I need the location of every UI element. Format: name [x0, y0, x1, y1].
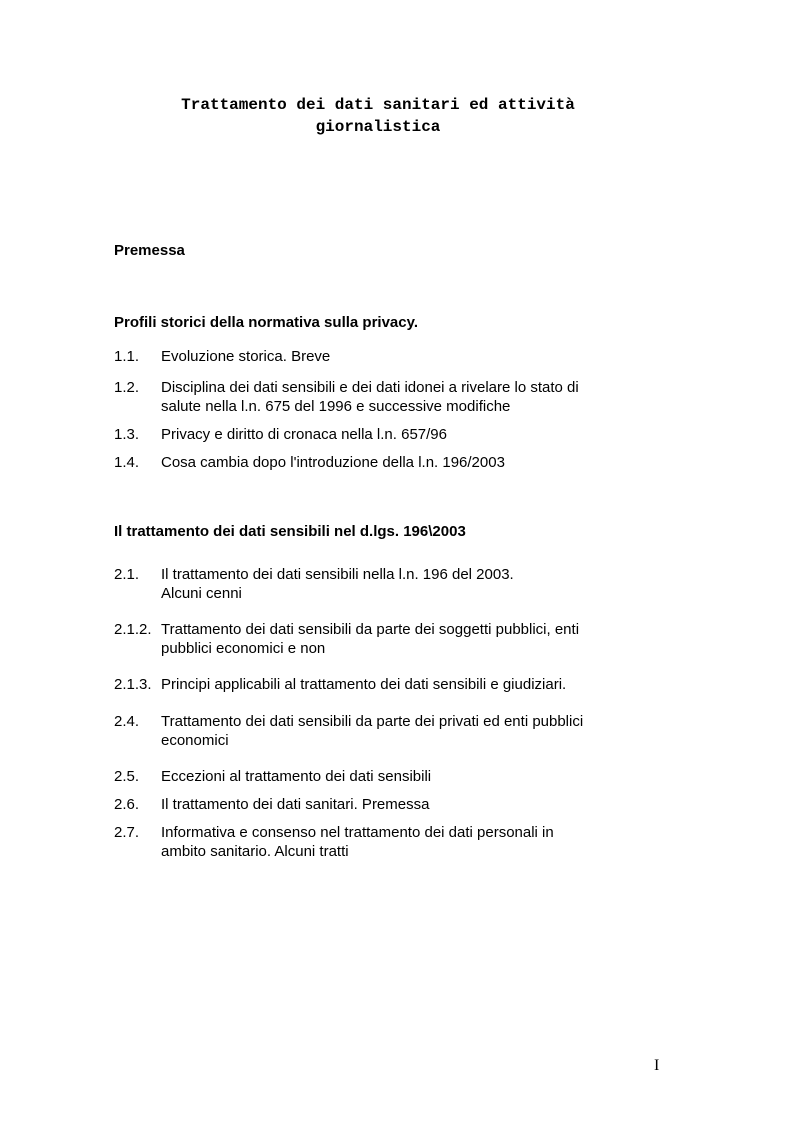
- toc-entry-text: Evoluzione storica. Breve: [161, 348, 331, 365]
- toc-entry-text: Eccezioni al trattamento dei dati sensibili: [161, 768, 432, 785]
- title-line-2: giornalistica: [315, 118, 441, 136]
- toc-entry-text: Trattamento dei dati sensibili da parte dei soggetti pubblici, enti pubblici economici e non: [161, 621, 580, 657]
- heading-trattamento-dati-sensibili: Il trattamento dei dati sensibili nel d.lgs. 196\2003: [114, 523, 466, 540]
- toc-entry-2-1-3: [114, 675, 634, 694]
- toc-entry-number: 1.3.: [114, 426, 140, 443]
- toc-entry-2-4: [114, 712, 634, 750]
- toc-entry-number: 1.4.: [114, 454, 140, 471]
- toc-entry-1-3: [114, 425, 634, 444]
- toc-entry-2-5: [114, 767, 634, 786]
- heading-profili-storici: Profili storici della normativa sulla privacy.: [114, 314, 418, 331]
- toc-entry-text: Principi applicabili al trattamento dei dati sensibili e giudiziari.: [161, 676, 567, 693]
- toc-entry-number: 2.5.: [114, 768, 140, 785]
- toc-entry-number: 2.6.: [114, 796, 140, 813]
- toc-entry-1-2: [114, 378, 634, 416]
- toc-entry-number: 2.1.: [114, 566, 140, 583]
- document-title: [100, 94, 656, 138]
- heading-premessa: Premessa: [114, 242, 185, 259]
- toc-entry-2-1-2: [114, 620, 634, 658]
- toc-entry-number: 1.2.: [114, 379, 140, 396]
- toc-entry-number: 1.1.: [114, 348, 140, 365]
- toc-entry-text: Trattamento dei dati sensibili da parte dei privati ed enti pubblici economici: [161, 713, 584, 749]
- title-line-1: Trattamento dei dati sanitari ed attività: [181, 96, 575, 114]
- toc-entry-1-1: [114, 347, 634, 366]
- toc-entry-text: Disciplina dei dati sensibili e dei dati idonei a rivelare lo stato di salute nella l.n. 675 del 1996 e successive modifiche: [161, 379, 579, 415]
- toc-entry-number: 2.7.: [114, 824, 140, 841]
- toc-entry-2-6: [114, 795, 634, 814]
- toc-entry-text: Informativa e consenso nel trattamento dei dati personali in ambito sanitario. Alcuni tratti: [161, 824, 554, 860]
- page-number: I: [654, 1057, 660, 1074]
- toc-entry-number: 2.1.2.: [114, 621, 152, 638]
- toc-entry-text: Cosa cambia dopo l'introduzione della l.n. 196/2003: [161, 454, 505, 471]
- toc-entry-2-1: [114, 565, 634, 603]
- toc-entry-number: 2.1.3.: [114, 676, 152, 693]
- toc-entry-number: 2.4.: [114, 713, 140, 730]
- toc-entry-text: Il trattamento dei dati sensibili nella l.n. 196 del 2003. Alcuni cenni: [161, 566, 514, 602]
- toc-entry-1-4: [114, 453, 634, 472]
- toc-entry-2-7: [114, 823, 634, 861]
- toc-entry-text: Privacy e diritto di cronaca nella l.n. 657/96: [161, 426, 447, 443]
- toc-entry-text: Il trattamento dei dati sanitari. Premessa: [161, 796, 430, 813]
